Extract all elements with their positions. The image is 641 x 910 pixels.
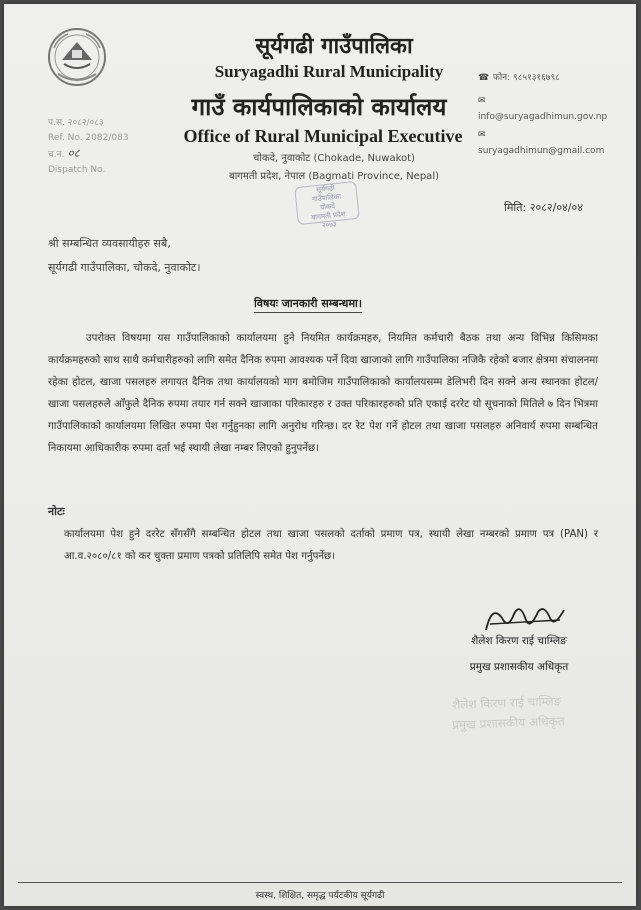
footer-divider [18, 882, 622, 883]
phone-icon: ☎ [478, 73, 490, 83]
dispatch-no-english: Dispatch No. [48, 165, 106, 175]
email-icon: ✉ [478, 130, 486, 140]
letter-body [48, 328, 598, 460]
note-heading: नोटः [48, 505, 65, 518]
signatory-title: प्रमुख प्रशासकीय अधिकृत [469, 661, 569, 673]
body-text: उपरोक्त विषयमा यस गाउँपालिकाको कार्यालयमा हुने नियमित कार्यक्रमहरु, नियमित कर्मचारी बैठक तथा अन्य विभिन्न किसिमका कार्यक्रमहरुको साथ साथै कर्मचारीहरुको लागि समेत दैनिक रुपमा आवश्यक पर्ने दिवा खाजाको लागि गाउँपालिका नजिकै रहेको बजार क्षेत्रमा संचालनमा रहेका होटल, खाजा पसलहरु लगायत दैनिक तथा कार्यालयको माग बमोजिम गाउँपालिकाको कार्यालयसम्म डेलिभरी दिन सक्ने अन्य स्थानका होटल/खाजा पसलहरुले आँफुले दैनिक रुपमा तयार गर्न सक्ने खाजाका परिकारहरु र उक्त परिकारहरुको प्रति एकाई दररेट यो सूचनाको मितिले ७ दिन भित्रमा गाउँपालिकाको कार्यालयमा लिखित रुपमा पेश गर्नुहुनका लागि अनुरोध गरिन्छ। दर रेट पेश गर्ने होटल तथा खाजा पसलहरु अनिवार्य रुपमा सम्बन्धित निकायमा आधिकारीक रुपमा दर्ता भई स्थायी लेखा नम्बर लिएको हुनुपर्नेछ। [48, 333, 598, 454]
office-name-nepali: गाउँ कार्यपालिकाको कार्यालय [191, 92, 447, 121]
contact-email: suryagadhimun@gmail.com [478, 146, 605, 156]
signatory-title-seal: प्रमुख प्रशासकीय अधिकृत [451, 714, 565, 732]
note-text: कार्यालयमा पेश हुने दररेट सँगसँगै सम्बन्धित होटल तथा खाजा पसलको दर्ताको प्रमाण पत्र, स्थायी लेखा नम्बरको प्रमाण पत्र (PAN) र आ.व.२०८०/८१ को कर चुक्ता प्रमाण पत्रको प्रतिलिपि समेत पेश गर्नुपर्नेछ। [64, 529, 598, 562]
addressee-line-1: श्री सम्बन्धित व्यवसायीहरु सबै, [48, 237, 171, 250]
ref-no-nepali: प.स. २०८२/०८३ [48, 118, 104, 128]
office-stamp: सूर्यगढी गाउँपालिका चोकदे बागमती प्रदेश २०७३ [294, 181, 360, 225]
email-icon: ✉ [478, 96, 486, 106]
signatory-name: शैलेश किरण राई चाम्लिङ [471, 635, 567, 647]
contact-web-icon-row [478, 96, 490, 106]
municipality-name-nepali: सूर्यगढी गाउँपालिका [255, 33, 413, 59]
reference-numbers [48, 116, 129, 178]
contact-email-icon-row [478, 130, 490, 140]
address-line-2: बागमती प्रदेश, नेपाल (Bagmati Province, Nepal) [229, 171, 439, 182]
dispatch-no: च.न. ०८ [48, 146, 80, 160]
subject-line: विषयः जानकारी सम्बन्धमा। [254, 296, 362, 313]
nepal-emblem-icon [44, 26, 110, 88]
municipality-name-english: Suryagadhi Rural Municipality [214, 62, 444, 81]
office-name-english: Office of Rural Municipal Executive [183, 126, 463, 146]
addressee-line-2: सूर्यगढी गाउँपालिका, चोकदे, नुवाकोट। [48, 261, 201, 274]
contact-website: info@suryagadhimun.gov.np [478, 112, 608, 122]
contact-phone: ☎ फोन: ९८५१३१६७९८ [478, 73, 560, 83]
signatory-name-seal: शैलेश किरण राई चाम्लिङ [451, 694, 562, 712]
letter-page [4, 4, 636, 906]
footer-slogan: स्वस्थ, शिक्षित, समृद्ध पर्यटकीय सूर्यगढी [255, 891, 385, 901]
address-line-1: चोकदे, नुवाकोट (Chokade, Nuwakot) [253, 153, 415, 164]
letter-date: मिति: २०८२/०४/०४ [504, 201, 583, 214]
ref-no-english: Ref. No. 2082/083 [48, 133, 129, 143]
